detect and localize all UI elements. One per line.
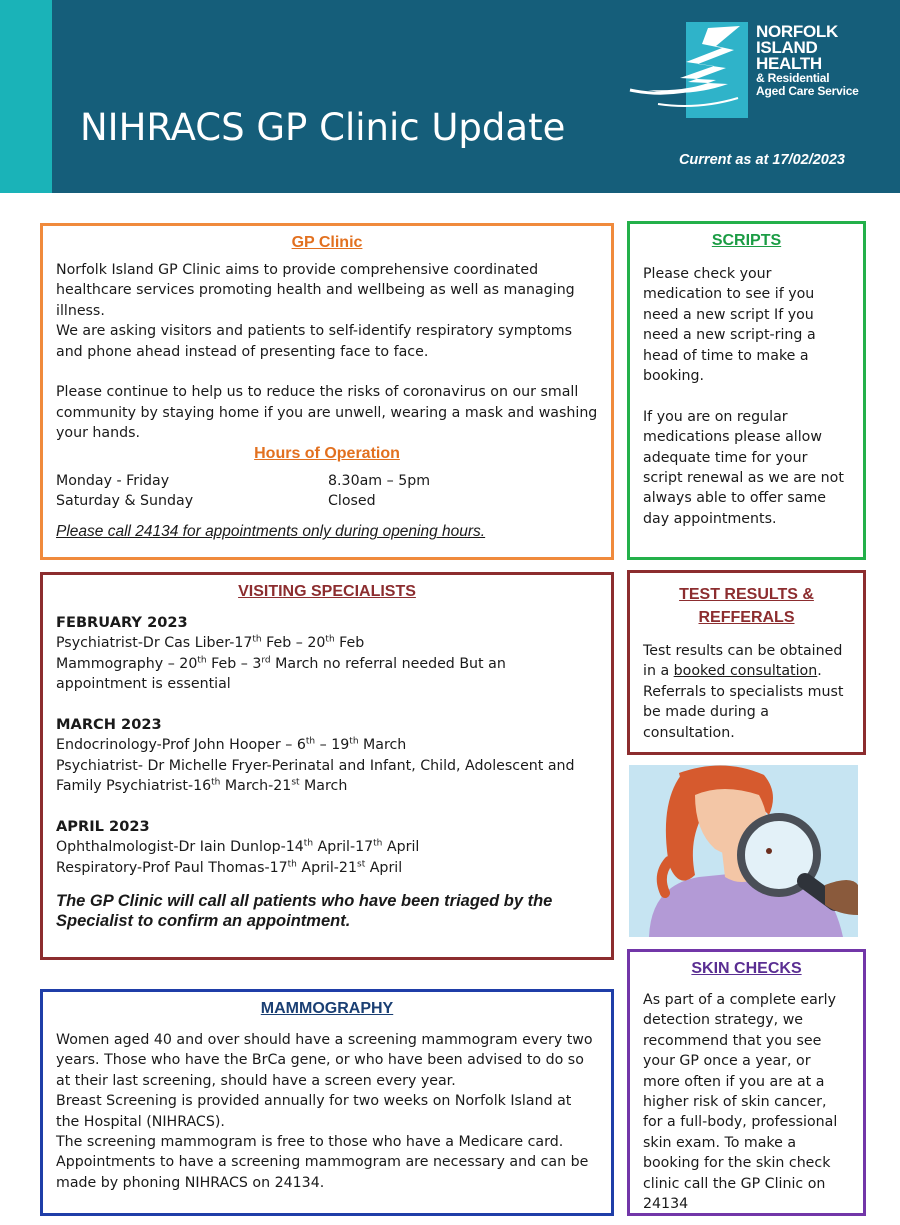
mammography-title: MAMMOGRAPHY — [260, 1000, 394, 1017]
test-results-box — [627, 570, 866, 755]
mammography-box — [40, 989, 614, 1216]
specialist-entry: Mammography – 20th Feb – 3rd March no referral needed But an appointment is essential — [56, 655, 506, 693]
hours-day: Saturday & Sunday — [56, 493, 194, 510]
specialist-entry: Ophthalmologist-Dr Iain Dunlop-14th April-17th April — [56, 838, 420, 856]
logo-text: NORFOLK ISLAND HEALTH & Residential Aged Care Service — [756, 22, 859, 98]
hours-row — [56, 491, 598, 511]
hours-row — [56, 471, 598, 491]
skin-checks-box — [627, 949, 866, 1216]
hours-time: 8.30am – 5pm — [328, 472, 431, 489]
gp-clinic-para: Please continue to help us to reduce the risks of coronavirus on our small community by staying home if you are unwell, wearing a mask and washing your hands. — [56, 384, 598, 442]
header-banner — [0, 0, 900, 193]
gp-clinic-para: We are asking visitors and patients to self-identify respiratory symptoms and phone ahead instead of presenting face to face. — [56, 323, 573, 360]
hours-table — [56, 471, 598, 512]
specialist-entry: Endocrinology-Prof John Hooper – 6th – 19th March — [56, 736, 407, 754]
skin-check-illustration — [629, 765, 858, 937]
month-heading: APRIL 2023 — [56, 818, 150, 836]
scripts-para: Please check your medication to see if you need a new script If you need a new script-ring a head of time to make a booking. — [643, 266, 816, 385]
gp-clinic-box — [40, 223, 614, 560]
booked-consultation-link[interactable]: booked consultation — [673, 663, 818, 680]
mammography-para: Appointments to have a screening mammogram are necessary and can be made by phoning NIHRACS on 24134. — [56, 1154, 589, 1191]
month-heading: FEBRUARY 2023 — [56, 614, 188, 631]
gp-clinic-para: Norfolk Island GP Clinic aims to provide comprehensive coordinated healthcare services promoting health and wellbeing as well as managing illness. — [56, 262, 575, 319]
visiting-specialists-box — [40, 572, 614, 960]
skin-checks-title: SKIN CHECKS — [691, 960, 802, 977]
test-results-title: TEST RESULTS & REFFERALS — [679, 586, 814, 626]
gp-clinic-text — [56, 260, 598, 444]
specialist-entry: Psychiatrist- Dr Michelle Fryer-Perinatal and Infant, Child, Adolescent and Family Psychiatrist-16th March-21st March — [56, 757, 575, 795]
hours-time: Closed — [328, 493, 376, 510]
month-heading: MARCH 2023 — [56, 716, 162, 734]
mammography-para: The screening mammogram is free to those who have a Medicare card. — [56, 1134, 564, 1151]
hours-day: Monday - Friday — [56, 472, 170, 489]
norfolk-island-health-logo — [628, 20, 868, 125]
page-title: NIHRACS GP Clinic Update — [80, 106, 566, 149]
hours-title: Hours of Operation — [254, 444, 400, 462]
logo-mark-icon — [628, 20, 753, 120]
mammography-para: Breast Screening is provided annually for two weeks on Norfolk Island at the Hospital (NIHRACS). — [56, 1093, 572, 1130]
specialists-list — [56, 613, 598, 878]
test-results-text: Test results can be obtained in a booked consultation. Referrals to specialists must be made during a consultation. — [643, 643, 844, 741]
specialist-entry: Respiratory-Prof Paul Thomas-17th April-21st April — [56, 859, 403, 876]
scripts-para: If you are on regular medications please allow adequate time for your script renewal as we are not always able to offer same day appointments. — [643, 408, 844, 527]
mammography-text — [56, 1030, 598, 1193]
current-date: Current as at 17/02/2023 — [678, 152, 845, 168]
specialist-entry: Psychiatrist-Dr Cas Liber-17th Feb – 20th Feb — [56, 634, 365, 652]
scripts-title: SCRIPTS — [711, 232, 782, 249]
header-accent-stripe — [0, 0, 52, 193]
mammography-para: Women aged 40 and over should have a screening mammogram every two years. Those who have the BrCa gene, or who have been advised to do so at their last screening, should have a screen every year. — [56, 1032, 593, 1089]
specialists-note: The GP Clinic will call all patients who have been triaged by the Specialist to confirm an appointment. — [56, 892, 553, 930]
appointment-note: Please call 24134 for appointments only during opening hours. — [56, 523, 486, 541]
gp-clinic-title: GP Clinic — [291, 234, 363, 251]
scripts-box — [627, 221, 866, 560]
skin-checks-text: As part of a complete early detection strategy, we recommend that you see your GP once a year, or more often if you are at a higher risk of skin cancer, for a full-body, professional skin exam. To make a booking for the skin check clinic call the GP Clinic on 24134 — [643, 992, 838, 1213]
specialists-title: VISITING SPECIALISTS — [238, 583, 416, 600]
